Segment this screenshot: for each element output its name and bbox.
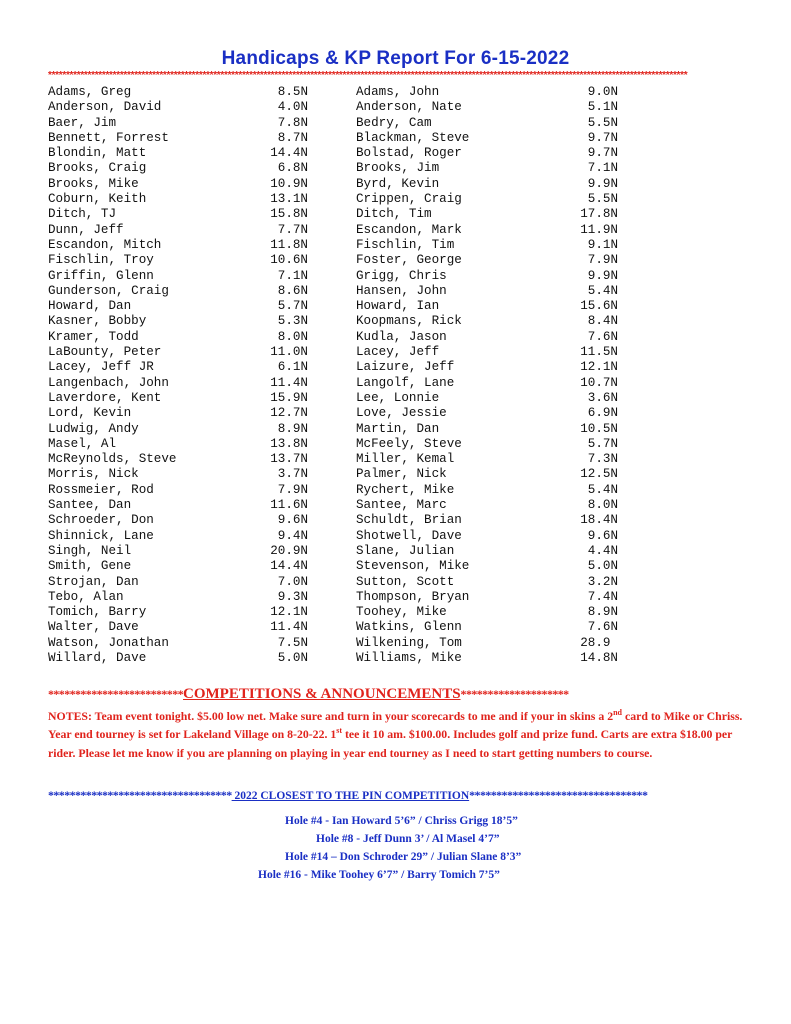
player-name: Lacey, Jeff JR [48, 360, 154, 375]
player-name: Laizure, Jeff [356, 360, 455, 375]
player-name: Ludwig, Andy [48, 421, 139, 436]
handicap-value: 9.4N [277, 528, 308, 543]
handicap-value: 11.9N [580, 222, 618, 237]
handicap-value: 5.7N [277, 299, 308, 314]
player-name: Rossmeier, Rod [48, 482, 154, 497]
notes-tail: tee it 10 am. $100.00. Includes golf and prize fund. Carts are extra $18.00 per rider. Please let me know if you are planning on playing in year end tourney as I need to start getting numbers to course. [48, 727, 733, 760]
handicap-value: 8.0N [587, 498, 618, 513]
handicap-value: 11.5N [580, 345, 618, 360]
handicap-value: 10.9N [270, 176, 308, 191]
player-name: Dunn, Jeff [48, 222, 124, 237]
player-name: Morris, Nick [48, 467, 139, 482]
handicap-value: 7.9N [587, 253, 618, 268]
title-divider: ********************************************************************************************************************************************************************************** [48, 70, 688, 81]
player-name: Wilkening, Tom [356, 635, 462, 650]
handicap-value: 7.6N [587, 620, 618, 635]
handicap-value: 7.1N [587, 161, 618, 176]
handicap-value: 7.1N [277, 268, 308, 283]
handicap-value: 15.9N [270, 390, 308, 405]
handicap-value: 20.9N [270, 543, 308, 558]
handicap-value: 9.0N [587, 85, 618, 99]
handicap-value: 4.0N [277, 100, 308, 115]
player-name: Watson, Jonathan [48, 635, 169, 650]
handicap-value: 7.0N [277, 574, 308, 589]
handicap-value: 3.6N [587, 390, 618, 405]
kp-stars-right: ********************************* [469, 788, 648, 802]
player-name: Shinnick, Lane [48, 528, 154, 543]
player-name: Bolstad, Roger [356, 146, 462, 161]
handicap-value: 5.0N [587, 559, 618, 574]
handicap-value: 8.4N [587, 314, 618, 329]
player-name: Lacey, Jeff [356, 345, 440, 360]
player-name: Gunderson, Craig [48, 283, 169, 298]
player-name: Grigg, Chris [356, 268, 447, 283]
player-name: Brooks, Jim [356, 161, 440, 176]
handicap-value: 11.6N [270, 498, 308, 513]
handicap-value: 11.4N [270, 620, 308, 635]
competitions-heading [48, 686, 748, 703]
player-name: Shotwell, Dave [356, 528, 462, 543]
kp-hole-4: Hole #4 - Ian Howard 5’6” / Chriss Grigg 18’5” [285, 815, 518, 827]
handicap-value: 5.7N [587, 436, 618, 451]
kp-label: 2022 CLOSEST TO THE PIN COMPETITION [231, 790, 470, 802]
player-name: Singh, Neil [48, 543, 132, 558]
player-name: McFeely, Steve [356, 436, 462, 451]
player-name: Toohey, Mike [356, 605, 447, 620]
competitions-label: COMPETITIONS & ANNOUNCEMENTS [183, 686, 461, 702]
handicap-value: 11.0N [270, 345, 308, 360]
handicap-value: 15.8N [270, 207, 308, 222]
player-name: Sutton, Scott [356, 574, 455, 589]
notes-lead: NOTES: Team event tonight. $5.00 low net. Make sure and turn in your scorecards to me and if your in skins a 2 [48, 709, 614, 723]
handicap-value: 9.6N [277, 513, 308, 528]
player-name: Watkins, Glenn [356, 620, 462, 635]
notes-sup-st: st [336, 726, 343, 736]
handicap-value: 7.6N [587, 329, 618, 344]
player-name: Santee, Marc [356, 498, 447, 513]
player-name: Langolf, Lane [356, 375, 455, 390]
handicap-value: 12.7N [270, 406, 308, 421]
handicap-value: 10.6N [270, 253, 308, 268]
player-name: Schuldt, Brian [356, 513, 462, 528]
handicap-value: 9.1N [587, 237, 618, 252]
player-name: Lord, Kevin [48, 406, 132, 421]
handicap-value: 13.8N [270, 436, 308, 451]
handicap-value: 13.7N [270, 452, 308, 467]
kp-hole-16: Hole #16 - Mike Toohey 6’7” / Barry Tomich 7’5” [258, 869, 500, 881]
handicap-value: 8.6N [277, 283, 308, 298]
player-name: Blackman, Steve [356, 130, 470, 145]
handicap-value: 9.7N [587, 146, 618, 161]
handicap-value: 12.5N [580, 467, 618, 482]
player-name: Rychert, Mike [356, 482, 455, 497]
player-name: Miller, Kemal [356, 452, 455, 467]
handicap-value: 28.9 [580, 635, 618, 650]
player-name: Kudla, Jason [356, 329, 447, 344]
player-name: Adams, John [356, 85, 440, 99]
handicap-value: 5.5N [587, 115, 618, 130]
player-name: Tomich, Barry [48, 605, 147, 620]
player-name: Kramer, Todd [48, 329, 139, 344]
player-name: Schroeder, Don [48, 513, 154, 528]
handicap-value: 6.9N [587, 406, 618, 421]
player-name: Howard, Dan [48, 299, 132, 314]
player-name: Anderson, David [48, 100, 162, 115]
player-name: Tebo, Alan [48, 589, 124, 604]
player-name: Fischlin, Troy [48, 253, 154, 268]
player-name: Santee, Dan [48, 498, 132, 513]
player-name: LaBounty, Peter [48, 345, 162, 360]
handicap-value: 7.8N [277, 115, 308, 130]
handicap-value: 3.2N [587, 574, 618, 589]
handicap-value: 8.9N [587, 605, 618, 620]
kp-heading [48, 788, 748, 803]
handicap-value: 10.5N [580, 421, 618, 436]
handicap-value: 9.3N [277, 589, 308, 604]
handicap-value: 7.9N [277, 482, 308, 497]
handicap-value: 5.1N [587, 100, 618, 115]
handicap-value: 8.9N [277, 421, 308, 436]
handicap-value: 8.0N [277, 329, 308, 344]
player-name: Ditch, Tim [356, 207, 432, 222]
player-name: Martin, Dan [356, 421, 440, 436]
handicap-value: 12.1N [270, 605, 308, 620]
kp-stars-left: ********************************** [48, 788, 232, 802]
handicap-value: 9.9N [587, 176, 618, 191]
player-name: Strojan, Dan [48, 574, 139, 589]
handicap-value: 5.5N [587, 192, 618, 207]
player-name: Willard, Dave [48, 650, 147, 665]
player-name: Escandon, Mitch [48, 237, 162, 252]
player-name: Escandon, Mark [356, 222, 462, 237]
competitions-stars-left: ************************* [48, 687, 184, 701]
player-name: Coburn, Keith [48, 192, 147, 207]
handicap-value: 6.1N [277, 360, 308, 375]
player-name: Walter, Dave [48, 620, 139, 635]
player-name: Koopmans, Rick [356, 314, 462, 329]
handicap-value: 7.5N [277, 635, 308, 650]
player-name: Howard, Ian [356, 299, 440, 314]
handicap-value: 14.8N [580, 650, 618, 665]
handicap-value: 5.4N [587, 482, 618, 497]
player-name: Laverdore, Kent [48, 390, 162, 405]
handicap-value: 14.4N [270, 559, 308, 574]
player-name: Griffin, Glenn [48, 268, 154, 283]
player-name: Lee, Lonnie [356, 390, 440, 405]
player-name: Hansen, John [356, 283, 447, 298]
kp-hole-14: Hole #14 – Don Schroder 29” / Julian Slane 8’3” [285, 851, 522, 863]
player-name: Williams, Mike [356, 650, 462, 665]
player-name: McReynolds, Steve [48, 452, 177, 467]
handicap-value: 7.7N [277, 222, 308, 237]
notes-mid: card to Mike or Chriss. Year end tourney is set for Lakeland Village on 8-20-22. 1 [48, 709, 743, 742]
handicap-value: 8.5N [277, 85, 308, 99]
player-name: Palmer, Nick [356, 467, 447, 482]
report-title: Handicaps & KP Report For 6-15-2022 [221, 48, 570, 69]
handicap-value: 10.7N [580, 375, 618, 390]
player-name: Masel, Al [48, 436, 117, 451]
player-name: Smith, Gene [48, 559, 132, 574]
player-name: Foster, George [356, 253, 462, 268]
kp-hole-8: Hole #8 - Jeff Dunn 3’ / Al Masel 4’7” [316, 833, 500, 845]
player-name: Fischlin, Tim [356, 237, 455, 252]
notes-sup-nd: nd [613, 708, 623, 718]
handicap-value: 9.7N [587, 130, 618, 145]
player-name: Kasner, Bobby [48, 314, 147, 329]
handicap-value: 14.4N [270, 146, 308, 161]
player-name: Blondin, Matt [48, 146, 147, 161]
handicap-value: 3.7N [277, 467, 308, 482]
handicap-value: 11.4N [270, 375, 308, 390]
handicap-value: 12.1N [580, 360, 618, 375]
player-name: Love, Jessie [356, 406, 447, 421]
player-name: Baer, Jim [48, 115, 117, 130]
handicap-value: 5.3N [277, 314, 308, 329]
player-name: Langenbach, John [48, 375, 169, 390]
handicap-value: 7.3N [587, 452, 618, 467]
handicap-value: 13.1N [270, 192, 308, 207]
player-name: Crippen, Craig [356, 192, 462, 207]
handicap-value: 8.7N [277, 130, 308, 145]
handicap-value: 4.4N [587, 543, 618, 558]
handicap-value: 9.9N [587, 268, 618, 283]
handicap-value: 9.6N [587, 528, 618, 543]
player-name: Byrd, Kevin [356, 176, 440, 191]
handicap-value: 5.0N [277, 650, 308, 665]
handicap-value: 6.8N [277, 161, 308, 176]
player-name: Bennett, Forrest [48, 130, 169, 145]
player-name: Ditch, TJ [48, 207, 117, 222]
handicap-value: 15.6N [580, 299, 618, 314]
player-name: Anderson, Nate [356, 100, 462, 115]
competitions-stars-right: ******************** [460, 687, 569, 701]
player-name: Brooks, Mike [48, 176, 139, 191]
player-name: Stevenson, Mike [356, 559, 470, 574]
player-name: Adams, Greg [48, 85, 132, 99]
announcement-notes [48, 707, 748, 762]
handicap-value: 5.4N [587, 283, 618, 298]
handicap-value: 11.8N [270, 237, 308, 252]
player-name: Brooks, Craig [48, 161, 147, 176]
player-name: Slane, Julian [356, 543, 455, 558]
player-name: Bedry, Cam [356, 115, 432, 130]
player-name: Thompson, Bryan [356, 589, 470, 604]
handicap-value: 7.4N [587, 589, 618, 604]
handicap-value: 17.8N [580, 207, 618, 222]
handicap-value: 18.4N [580, 513, 618, 528]
